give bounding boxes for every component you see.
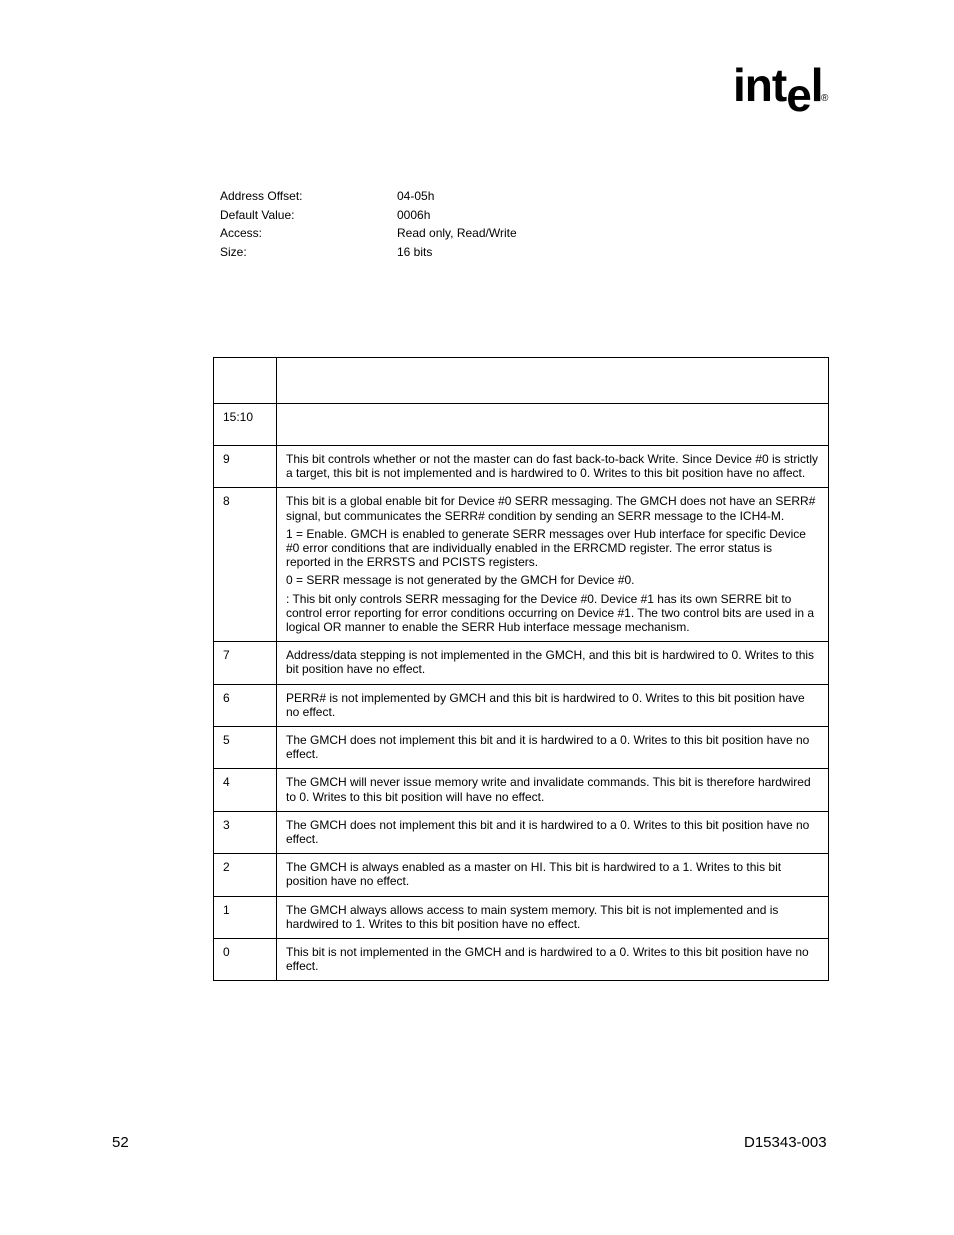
description-cell: [277, 896, 829, 938]
description-paragraph: This bit is not implemented in the GMCH and is hardwired to a 0. Writes to this bit position have no effect.: [286, 945, 809, 974]
description-paragraph: PERR# is not implemented by GMCH and this bit is hardwired to 0. Writes to this bit position have no effect.: [286, 690, 805, 719]
intel-logo: [733, 55, 833, 125]
table-row: [214, 727, 829, 769]
attr-size: [220, 243, 517, 262]
bit-cell: 4: [214, 769, 277, 811]
description-cell: [277, 769, 829, 811]
attr-value: 04-05h: [397, 189, 435, 203]
attr-label: Default Value:: [220, 207, 295, 222]
bit-cell: 0: [214, 939, 277, 981]
attr-label: Size:: [220, 245, 247, 260]
table-row: [214, 404, 829, 446]
description-paragraph: 1 = Enable. GMCH is enabled to generate SERR messages over Hub interface for specific Device #0 error conditions that are individually enabled in the ERRCMD register. The error status is reported in the ERRSTS and PCISTS registers.: [286, 526, 806, 570]
attr-access: [220, 224, 517, 243]
attr-label: Address Offset:: [220, 189, 303, 203]
description-paragraph: Address/data stepping is not implemented in the GMCH, and this bit is hardwired to 0. Writes to this bit position have no effect.: [286, 648, 815, 677]
description-cell: [277, 642, 829, 684]
table-row: [214, 769, 829, 811]
bit-cell: 2: [214, 854, 277, 896]
attr-default-value: [220, 206, 517, 225]
table-row: [214, 939, 829, 981]
register-bit-table: [213, 357, 829, 981]
description-paragraph: 0 = SERR message is not generated by the GMCH for Device #0.: [286, 573, 635, 588]
table-row: [214, 854, 829, 896]
description-paragraph: The GMCH does not implement this bit and it is hardwired to a 0. Writes to this bit position have no effect.: [286, 733, 810, 762]
table-row: [214, 488, 829, 642]
attr-label: Access:: [220, 226, 263, 241]
description-cell: [277, 404, 829, 446]
header-description-cell: [277, 358, 829, 404]
bit-cell: 1: [214, 896, 277, 938]
description-paragraph: The GMCH always allows access to main system memory. This bit is not implemented and is hardwired to 1. Writes to this bit position have no effect.: [286, 902, 779, 931]
document-id: D15343-003: [744, 1134, 827, 1151]
description-cell: [277, 727, 829, 769]
bit-cell: 7: [214, 642, 277, 684]
description-cell: [277, 854, 829, 896]
registered-mark: ®: [821, 93, 829, 104]
table-row: [214, 811, 829, 853]
table-header-row: [214, 358, 829, 404]
description-cell: [277, 684, 829, 726]
description-paragraph: The GMCH does not implement this bit and it is hardwired to a 0. Writes to this bit position have no effect.: [286, 817, 810, 847]
description-cell: [277, 811, 829, 853]
intel-logo-text: intel: [733, 59, 823, 121]
page-number: 52: [112, 1134, 129, 1151]
header-bit-cell: [214, 358, 277, 404]
description-paragraph: This bit controls whether or not the master can do fast back-to-back Write. Since Device #0 is strictly a target, this bit is not implemented and is hardwired to 0. Writes to this bit position have no affect.: [286, 452, 818, 481]
description-paragraph: The GMCH is always enabled as a master on HI. This bit is hardwired to a 1. Writes to this bit position have no effect.: [286, 860, 782, 889]
bit-cell: 5: [214, 727, 277, 769]
table-row: [214, 896, 829, 938]
description-paragraph: : This bit only controls SERR messaging for the Device #0. Device #1 has its own SERRE bit to control error reporting for error conditions occurring on Device #1. The two control bits are used in a logical OR manner to enable the SERR Hub interface message mechanism.: [286, 591, 815, 635]
register-attributes: [220, 187, 517, 262]
description-paragraph: The GMCH will never issue memory write and invalidate commands. This bit is therefore hardwired to 0. Writes to this bit position will have no effect.: [286, 775, 811, 804]
bit-cell: 6: [214, 684, 277, 726]
table-row: [214, 642, 829, 684]
description-paragraph: This bit is a global enable bit for Device #0 SERR messaging. The GMCH does not have an SERR# signal, but communicates the SERR# condition by sending an SERR message to the ICH4-M.: [286, 494, 816, 523]
description-cell: [277, 939, 829, 981]
description-cell: [277, 446, 829, 488]
bit-cell: 15:10: [214, 404, 277, 446]
attr-value: 0006h: [397, 207, 431, 222]
bit-cell: 9: [214, 446, 277, 488]
table-row: [214, 446, 829, 488]
bit-cell: 8: [214, 488, 277, 642]
description-cell: [277, 488, 829, 642]
table-row: [214, 684, 829, 726]
attr-value: 16 bits: [397, 245, 433, 260]
attr-value: Read only, Read/Write: [397, 226, 517, 241]
bit-cell: 3: [214, 811, 277, 853]
attr-address-offset: [220, 187, 517, 206]
